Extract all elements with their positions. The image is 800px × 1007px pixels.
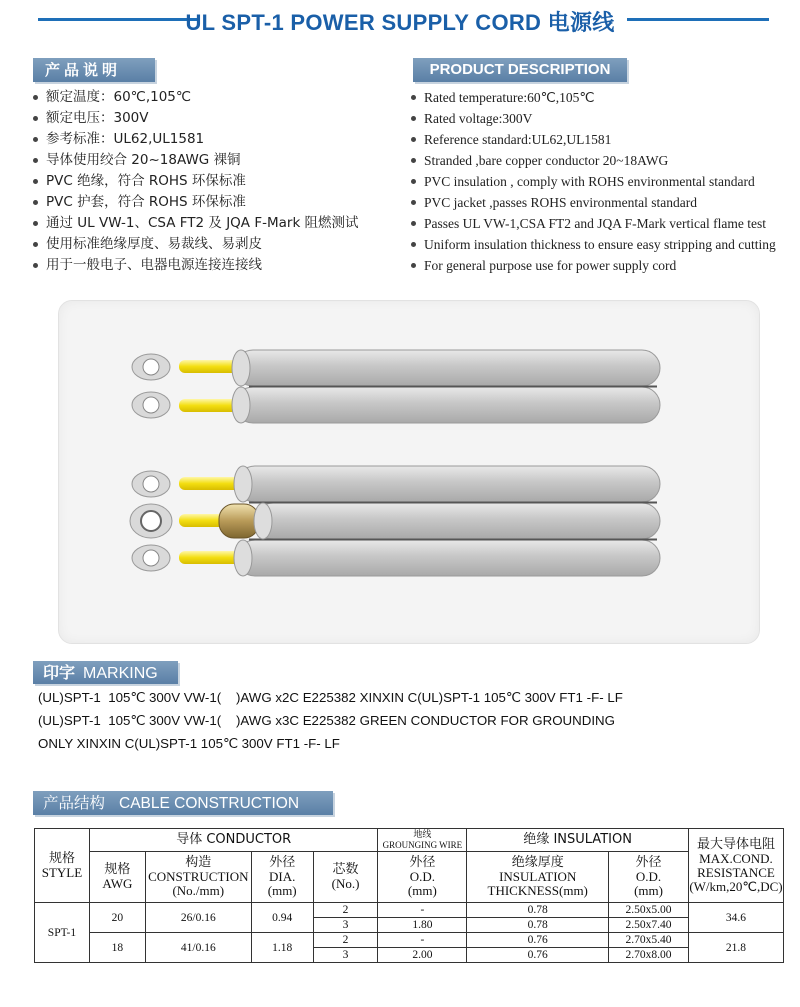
header-ground [378,829,467,852]
list-item: Stranded ,bare copper conductor 20~18AWG [410,150,776,171]
header-text: GROUNGING WIRE [382,840,463,850]
section-label-desc-cn: 产品说明 [33,58,155,82]
header-text: (mm) [267,883,297,898]
table-cell: 3 [313,918,378,933]
header-dia [251,852,313,903]
list-item: 用于一般电子、电器电源连接连接线 [32,255,359,276]
table-cell: - [378,933,467,948]
table-cell: 2.70x5.40 [609,933,689,948]
table-cell: 0.94 [251,903,313,933]
cable-2-core [132,350,660,423]
table-cell: 0.78 [467,918,609,933]
list-item: Rated voltage:300V [410,108,776,129]
table-row [35,903,784,918]
list-item: 参考标准：UL62,UL1581 [32,129,359,150]
table-cell: 0.76 [467,948,609,963]
list-item: 导体使用绞合 20~18AWG 裸铜 [32,150,359,171]
list-item: 使用标准绝缘厚度、易裁线、易剥皮 [32,234,359,255]
list-item: 额定电压：300V [32,108,359,129]
header-text: AWG [102,876,133,891]
cable-illustration [59,301,759,643]
list-item: PVC jacket ,passes ROHS environmental standard [410,192,776,213]
list-item: Rated temperature:60℃,105℃ [410,87,776,108]
header-insulation-od [609,852,689,903]
list-item: Reference standard:UL62,UL1581 [410,129,776,150]
section-label-desc-en: PRODUCT DESCRIPTION [413,58,627,82]
table-cell: SPT-1 [35,903,90,963]
header-max-resistance [688,829,783,903]
cable-photo-frame [58,300,760,644]
header-text: STYLE [41,864,83,880]
header-cores [313,852,378,903]
marking-line: (UL)SPT-1 105℃ 300V VW-1( )AWG x2C E225382 XINXIN C(UL)SPT-1 105℃ 300V FT1 -F- LF [38,690,623,705]
header-text: 外径 [635,855,662,870]
header-insulation: 绝缘 INSULATION [467,829,689,852]
header-text: DIA. [269,869,296,884]
table-cell: 2.70x8.00 [609,948,689,963]
header-conductor: 导体 CONDUCTOR [89,829,378,852]
header-text: MAX.COND. [699,850,773,866]
cable-3-core [130,466,660,576]
marking-line: ONLY XINXIN C(UL)SPT-1 105℃ 300V FT1 -F- LF [38,736,340,751]
table-row [35,933,784,948]
table-cell: 18 [89,933,145,963]
header-text: CONSTRUCTION [148,869,249,884]
construction-table [34,828,784,963]
list-item: 额定温度：60℃,105℃ [32,87,359,108]
header-text: (No./mm) [172,883,225,898]
table-cell: - [378,903,467,918]
header-construction [145,852,251,903]
header-text: 规格 [104,862,131,877]
table-cell: 26/0.16 [145,903,251,933]
desc-list-en [410,87,776,276]
desc-list-cn [32,87,359,276]
list-item: Uniform insulation thickness to ensure easy stripping and cutting [410,234,776,255]
page-title: UL SPT-1 POWER SUPPLY CORD 电源线 [185,10,615,35]
table-cell: 2.50x7.40 [609,918,689,933]
table-cell: 34.6 [688,903,783,933]
list-item: 通过 UL VW-1、CSA FT2 及 JQA F-Mark 阻燃测试 [32,213,359,234]
table-cell: 2 [313,903,378,918]
header-text: 外径 [409,855,436,870]
list-item: PVC 护套，符合 ROHS 环保标准 [32,192,359,213]
construction-label-en: CABLE CONSTRUCTION [119,795,300,812]
header-text: 最大导体电阻 [696,836,775,852]
header-ground-od [378,852,467,903]
table-cell: 0.76 [467,933,609,948]
table-cell: 1.18 [251,933,313,963]
table-cell: 21.8 [688,933,783,963]
list-item: Passes UL VW-1,CSA FT2 and JQA F-Mark vertical flame test [410,213,776,234]
header-text: O.D. [635,869,662,884]
marking-label-cn: 印字 [43,663,76,682]
header-thickness [467,852,609,903]
table-cell: 41/0.16 [145,933,251,963]
header-text: THICKNESS(mm) [487,883,588,898]
table-cell: 2.50x5.00 [609,903,689,918]
table-cell: 20 [89,903,145,933]
table-cell: 3 [313,948,378,963]
section-label-marking [33,661,178,684]
header-text: (W/km,20℃,DC) [689,878,783,894]
header-text: (mm) [407,883,437,898]
construction-label-cn: 产品结构 [43,794,106,812]
section-label-construction [33,791,333,815]
list-item: For general purpose use for power supply cord [410,255,776,276]
marking-line: (UL)SPT-1 105℃ 300V VW-1( )AWG x3C E225382 GREEN CONDUCTOR FOR GROUNDING [38,713,615,728]
header-text: 绝缘厚度 [511,855,564,870]
header-text: 外径 [269,855,296,870]
table-cell: 0.78 [467,903,609,918]
header-text: 规格 [48,850,75,866]
list-item: PVC insulation , comply with ROHS environmental standard [410,171,776,192]
header-text: RESISTANCE [697,864,775,880]
header-text: 构造 [185,855,212,870]
header-style [35,829,90,903]
header-text: 地线 [413,830,432,840]
header-text: 芯数 [332,862,359,877]
header-text: (No.) [331,876,360,891]
header-awg [89,852,145,903]
header-text: INSULATION [499,869,577,884]
list-item: PVC 绝缘，符合 ROHS 环保标准 [32,171,359,192]
header-text: (mm) [634,883,663,898]
header-text: O.D. [409,869,436,884]
table-cell: 2.00 [378,948,467,963]
marking-label-en: MARKING [83,665,158,682]
table-cell: 2 [313,933,378,948]
table-cell: 1.80 [378,918,467,933]
